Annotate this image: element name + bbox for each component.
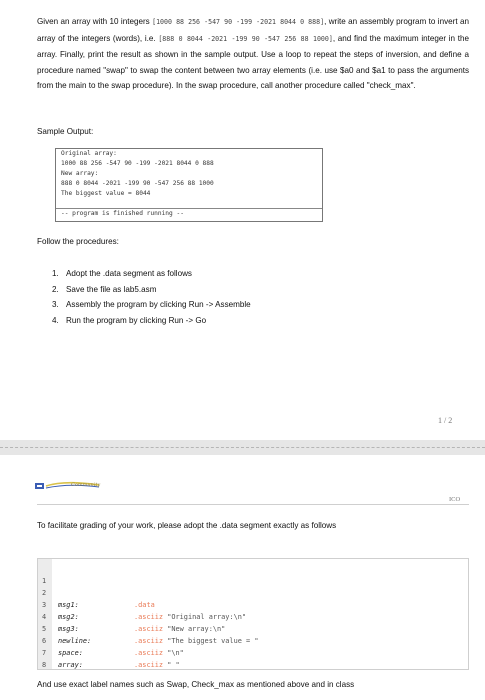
intro-text-c: , and find the maximum integer in the array. Finally, print the result as shown in the sample output. Use a loop to repeat the steps of inversion, and define a procedure named "swap" to swap the content between two array elements (i.e. use $a0 and $a1 to pass the arguments from the main to the swap procedure). In the swap procedure, call another procedure called "check_max". [37,33,469,91]
inverted-array-inline: [888 0 8044 -2021 -199 90 -547 256 88 1000] [158,34,333,43]
code-label: array: [58,661,83,669]
step-text: Save the file as lab5.asm [66,284,157,294]
code-directive: .asciiz [134,613,164,621]
header-right-label: ICO [449,496,461,503]
data-segment-code-block [37,558,469,670]
step-item [52,266,251,282]
line-number: 4 [42,613,47,621]
step-text: Assembly the program by clicking Run -> Assemble [66,300,251,310]
code-label: newline: [58,637,92,645]
code-line [38,647,55,669]
assignment-description [37,14,469,94]
step-item [52,313,251,329]
sample-output-line: New array: [61,170,99,177]
intro-text-a: Given an array with 10 integers [37,17,153,26]
step-number: 2. [52,284,59,294]
line-number: 1 [42,577,47,585]
code-statement [134,635,258,647]
code-label: space: [58,649,83,657]
code-label: msg1: [58,601,79,609]
intro-text-b: , write an assembly program to invert an array of the integers (words), i.e. [37,17,469,43]
community-logo [35,479,101,493]
sample-output-line: 1000 88 256 -547 90 -199 -2021 8044 0 888 [61,160,214,167]
code-statement [134,623,225,635]
code-directive: .asciiz [134,625,164,633]
sample-output-line: 888 0 8044 -2021 -199 90 -547 256 88 1000 [61,180,214,187]
header-rule [37,504,469,505]
line-number: 2 [42,589,47,597]
code-statement [134,599,159,611]
output-divider [56,208,322,209]
code-statement [134,659,180,670]
line-number: 5 [42,625,47,633]
program-finished-line: -- program is finished running -- [61,210,184,217]
page-break [0,440,485,455]
original-array-inline: [1000 88 256 -547 90 -199 -2021 8044 0 888] [152,18,325,26]
sample-output-box [55,148,323,222]
code-label: msg3: [58,625,79,633]
step-text: Adopt the .data segment as follows [66,269,192,278]
line-number: 7 [42,649,47,657]
page-number: 1 / 2 [438,416,453,425]
step-number: 3. [52,300,59,310]
code-args: "\n" [167,649,184,657]
step-item [52,282,251,298]
code-statement [134,647,184,659]
step-item [52,297,251,313]
data-segment-instruction: To facilitate grading of your work, please adopt the .data segment exactly as follows [37,521,337,530]
svg-text:Community: Community [71,482,101,488]
sample-output-line: The biggest value = 8044 [61,190,151,197]
sample-output-label: Sample Output: [37,127,94,136]
code-args: " " [167,661,180,669]
code-args: "The biggest value = " [167,637,259,645]
step-number: 4. [52,315,59,325]
code-directive: .asciiz [134,649,164,657]
line-number: 6 [42,637,47,645]
code-args: "Original array:\n" [167,613,247,621]
step-text: Run the program by clicking Run -> Go [66,315,207,325]
code-statement [134,611,246,623]
code-directive: .data [134,601,155,609]
code-args: "New array:\n" [167,625,226,633]
code-directive: .asciiz [134,637,164,645]
follow-procedures-heading: Follow the procedures: [37,237,119,246]
label-names-note: And use exact label names such as Swap, Check_max as mentioned above and in class [37,680,355,689]
sample-output-line: Original array: [61,150,117,157]
line-number: 8 [42,661,47,669]
step-number: 1. [52,269,59,278]
procedure-steps [52,266,251,328]
code-label: msg2: [58,613,79,621]
line-number: 3 [42,601,47,609]
code-directive: .asciiz [134,661,164,669]
